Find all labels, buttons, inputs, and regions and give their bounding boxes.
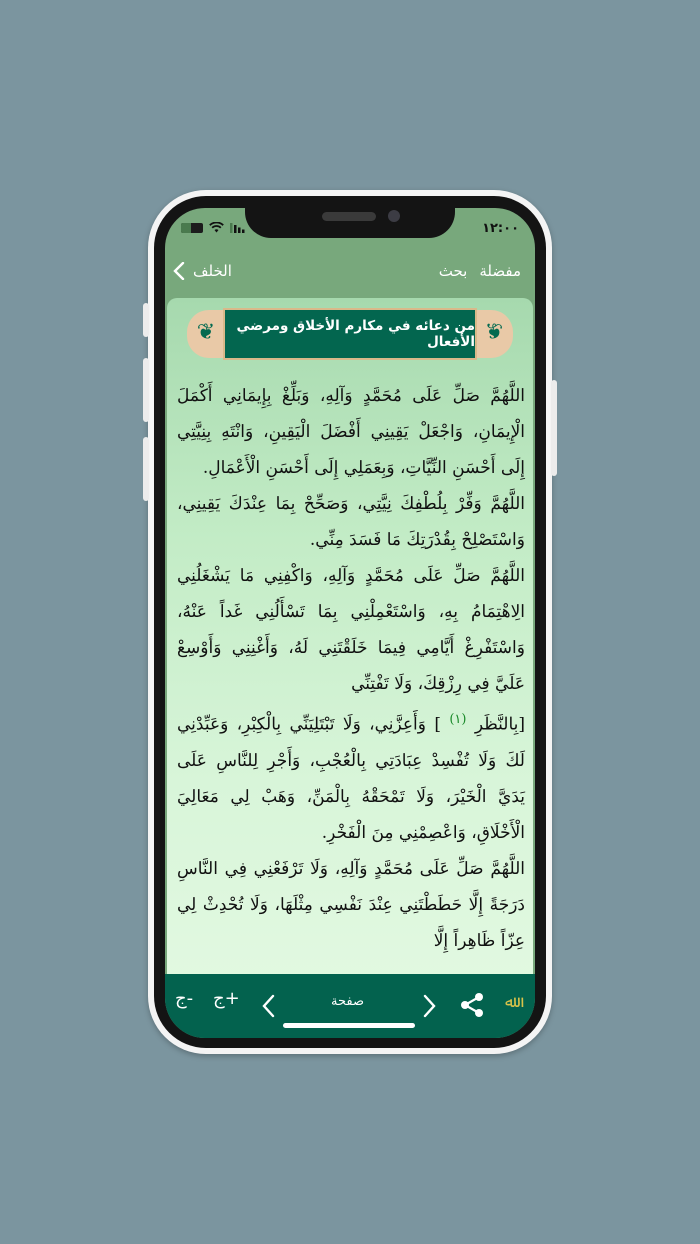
bracket: [ [518, 714, 526, 735]
paragraph: اللَّهُمَّ صَلِّ عَلَى مُحَمَّدٍ وَآلِهِ، وَبَلِّغْ بِإِيمَانِي أَكْمَلَ الْإِيمَانِ، وَاجْعَلْ يَقِينِي أَفْضَلَ الْيَقِينِ، وَانْتَهِ بِنِيَّتِي إِلَى أَحْسَنِ النِّيَّاتِ، وَبِعَمَلِي إِلَى أَحْسَنِ الْأَعْمَالِ. [177, 386, 525, 478]
nav-actions [439, 262, 521, 280]
wifi-icon [209, 222, 224, 233]
back-label: الخلف [193, 262, 232, 280]
paragraph: اللَّهُمَّ صَلِّ عَلَى مُحَمَّدٍ وَآلِهِ، وَلَا تَرْفَعْنِي فِي النَّاسِ دَرَجَةً إِلَّا حَطَطْتَنِي عِنْدَ نَفْسِي مِثْلَهَا، وَلَا تُحْدِثْ لِي عِزّاً ظَاهِراً إِلَّا [177, 858, 525, 951]
ornament-right-icon: ❦ [484, 320, 504, 345]
speaker [322, 212, 376, 221]
volume-up-button [143, 358, 149, 422]
chevron-left-icon [173, 262, 185, 280]
favorite-button[interactable]: مفضلة [479, 262, 521, 280]
ornament-left-icon: ❦ [196, 320, 216, 345]
share-icon[interactable] [459, 992, 485, 1018]
status-time: ١٢:٠٠ [482, 221, 519, 236]
footnote-marker[interactable]: (١) [449, 712, 467, 727]
section-title: من دعائه في مكارم الأخلاق ومرضي الأفعال [223, 308, 477, 360]
camera [388, 210, 400, 222]
home-indicator[interactable] [283, 1023, 415, 1028]
page-label[interactable]: صفحة [331, 994, 364, 1009]
signal-icon [230, 223, 246, 233]
mute-switch [143, 303, 149, 337]
volume-down-button [143, 437, 149, 501]
battery-icon [181, 223, 203, 233]
paragraph: اللَّهُمَّ وَفِّرْ بِلُطْفِكَ نِيَّتِي، وَصَحِّحْ بِمَا عِنْدَكَ يَقِينِي، وَاسْتَصْلِحْ بِقُدْرَتِكَ مَا فَسَدَ مِنِّي. [177, 494, 525, 550]
font-decrease-button[interactable]: ج- [175, 988, 194, 1009]
reading-pane[interactable] [167, 298, 533, 988]
prayer-text [177, 378, 525, 959]
section-banner [187, 306, 513, 362]
next-page-button[interactable] [423, 994, 437, 1018]
back-button[interactable] [173, 262, 232, 280]
font-increase-button[interactable]: ج+ [213, 988, 240, 1009]
power-button [551, 380, 557, 476]
app-screen [165, 208, 535, 1038]
paragraph: اللَّهُمَّ صَلِّ عَلَى مُحَمَّدٍ وَآلِهِ، وَاكْفِنِي مَا يَشْغَلُنِي الِاهْتِمَامُ بِهِ، وَاسْتَعْمِلْنِي بِمَا تَسْأَلُنِي غَداً عَنْهُ، وَاسْتَفْرِغْ أَيَّامِي فِيمَا خَلَقْتَنِي لَهُ، وَأَغْنِنِي وَأَوْسِعْ عَلَيَّ فِي رِزْقِكَ، وَلَا تَفْتِنِّي [177, 566, 525, 694]
status-icons [181, 222, 246, 233]
nav-bar [165, 252, 535, 292]
search-button[interactable]: بحث [438, 262, 468, 280]
paragraph: [بِالنَّظَرِ $^{(١)}$ ] وَأَعِزَّنِي، وَلَا تَبْتَلِيَنِّي بِالْكِبْرِ، وَعَبِّدْنِي لَكَ وَلَا تُفْسِدْ عِبَادَتِي بِالْعُجْبِ، وَأَجْرِ لِلنَّاسِ عَلَى يَدَيَّ الْخَيْرَ، وَلَا تَمْحَقْهُ بِالْمَنِّ، وَهَبْ لِي مَعَالِيَ الْأَخْلَاقِ، وَاعْصِمْنِي مِنَ الْفَخْرِ. [177, 712, 526, 843]
prev-page-button[interactable] [261, 994, 275, 1018]
bottom-toolbar [165, 974, 535, 1038]
allah-icon[interactable]: ﷲ [505, 992, 515, 1011]
